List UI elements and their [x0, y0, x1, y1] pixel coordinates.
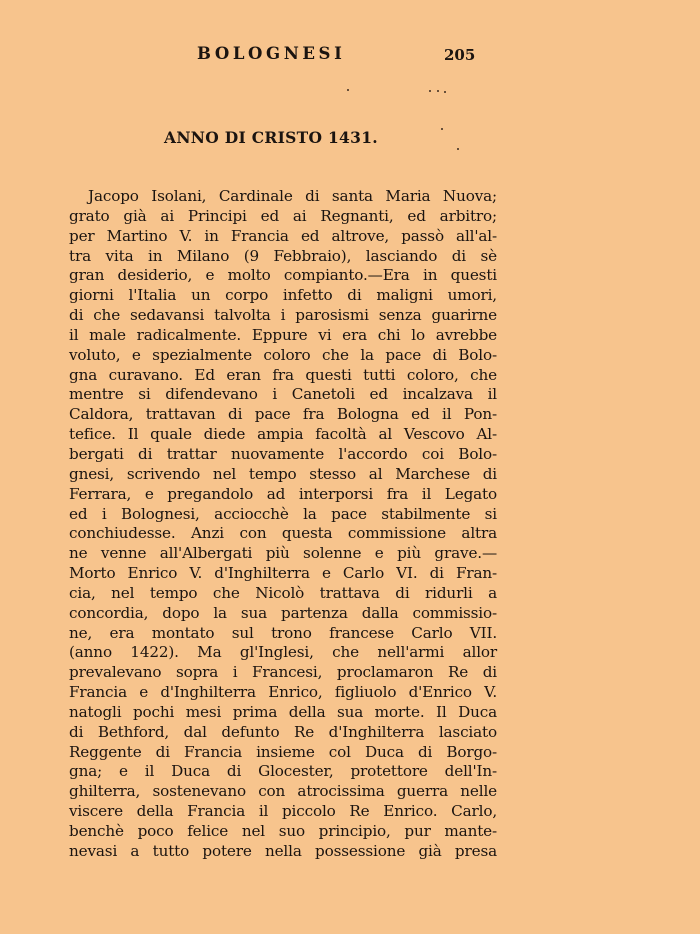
text-line: Caldora, trattavan di pace fra Bologna ed il Pon-: [69, 405, 497, 424]
text-line: ed i Bolognesi, acciocchè la pace stabilmente si: [69, 504, 497, 523]
text-line: Reggente di Francia insieme col Duca di Borgo-: [69, 742, 497, 761]
print-speck: [429, 90, 431, 92]
text-line: conchiudesse. Anzi con questa commissione altra: [69, 524, 497, 543]
text-line: (anno 1422). Ma gl'Inglesi, che nell'armi allor: [69, 643, 497, 662]
year-heading: ANNO DI CRISTO 1431.: [164, 128, 378, 147]
text-line: tefice. Il quale diede ampia facoltà al Vescovo Al-: [69, 425, 497, 444]
text-line: gna; e il Duca di Glocester, protettore dell'In-: [69, 762, 497, 781]
text-line: ghilterra, sostenevano con atrocissima guerra nelle: [69, 782, 497, 801]
text-line: tra vita in Milano (9 Febbraio), lasciando di sè: [69, 246, 497, 265]
text-line: ne venne all'Albergati più solenne e più grave.—: [69, 544, 497, 563]
running-head: [0, 44, 700, 68]
text-line: voluto, e spezialmente coloro che la pace di Bolo-: [69, 345, 497, 364]
print-speck: [457, 148, 459, 150]
running-title: BOLOGNESI: [197, 44, 346, 63]
text-line: ne, era montato sul trono francese Carlo VII.: [69, 623, 497, 642]
text-line: gnesi, scrivendo nel tempo stesso al Marchese di: [69, 464, 497, 483]
print-speck: [347, 89, 349, 91]
print-speck: [437, 90, 439, 92]
print-speck: [441, 128, 443, 130]
text-line: di Bethford, dal defunto Re d'Inghilterra lasciato: [69, 722, 497, 741]
text-line: mentre si difendevano i Canetoli ed incalzava il: [69, 385, 497, 404]
text-line: Jacopo Isolani, Cardinale di santa Maria Nuova;: [88, 187, 497, 205]
print-speck: [444, 91, 446, 93]
text-line: bergati di trattar nuovamente l'accordo coi Bolo-: [69, 444, 497, 463]
text-line: natogli pochi mesi prima della sua morte. Il Duca: [69, 702, 497, 721]
text-line: cia, nel tempo che Nicolò trattava di ridurli a: [69, 583, 497, 602]
text-line: Morto Enrico V. d'Inghilterra e Carlo VI. di Fran-: [69, 564, 497, 583]
text-line: grato già ai Principi ed ai Regnanti, ed arbitro;: [69, 206, 497, 225]
text-line: Francia e d'Inghilterra Enrico, figliuolo d'Enrico V.: [69, 683, 497, 702]
text-line: concordia, dopo la sua partenza dalla commissio-: [69, 603, 497, 622]
text-line: gna curavano. Ed eran fra questi tutti coloro, che: [69, 365, 497, 384]
text-line: di che sedavansi talvolta i parosismi senza guarirne: [69, 306, 497, 325]
text-line: Ferrara, e pregandolo ad interporsi fra il Legato: [69, 484, 497, 503]
text-line: nevasi a tutto potere nella possessione già presa: [69, 841, 497, 860]
text-line: gran desiderio, e molto compianto.—Era in questi: [69, 266, 497, 285]
text-line: prevalevano sopra i Francesi, proclamaron Re di: [69, 663, 497, 682]
text-line: il male radicalmente. Eppure vi era chi lo avrebbe: [69, 325, 497, 344]
text-line: giorni l'Italia un corpo infetto di maligni umori,: [69, 286, 497, 305]
page-number: 205: [444, 46, 476, 64]
text-line: per Martino V. in Francia ed altrove, passò all'al-: [69, 226, 497, 245]
text-line: viscere della Francia il piccolo Re Enrico. Carlo,: [69, 802, 497, 821]
text-line: benchè poco felice nel suo principio, pur mante-: [69, 822, 497, 840]
body-text: [69, 187, 497, 862]
